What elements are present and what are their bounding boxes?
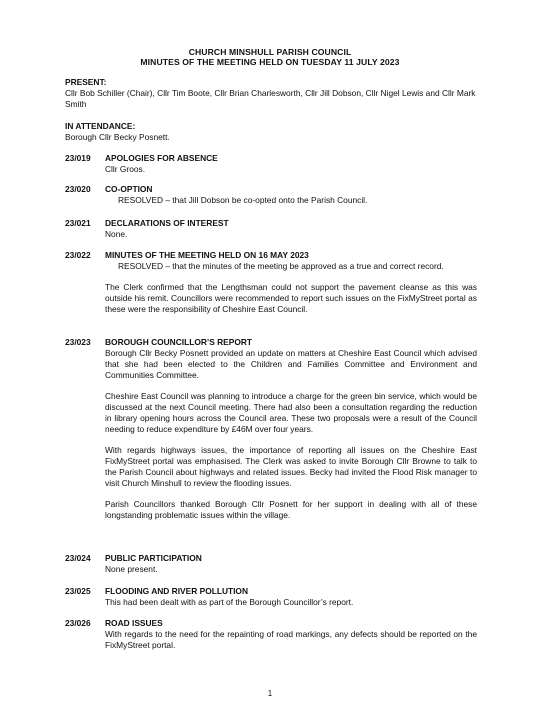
item-minutes [105, 250, 477, 315]
item-text: RESOLVED – that Jill Dobson be co-opted onto the Parish Council. [118, 195, 368, 205]
item-heading: MINUTES OF THE MEETING HELD ON 16 MAY 2023 [105, 250, 309, 260]
item-text: None present. [105, 564, 158, 574]
item-number: 23/026 [65, 618, 91, 628]
item-text: RESOLVED – that the minutes of the meeting be approved as a true and correct record. [118, 261, 444, 271]
item-heading: APOLOGIES FOR ABSENCE [105, 153, 218, 163]
present-heading: PRESENT: [65, 77, 107, 87]
item-heading: FLOODING AND RIVER POLLUTION [105, 586, 248, 596]
attendance-heading: IN ATTENDANCE: [65, 121, 136, 131]
item-declarations [105, 218, 477, 240]
item-text: This had been dealt with as part of the Borough Councillor’s report. [105, 597, 354, 607]
item-paragraph: Parish Councillors thanked Borough Cllr Posnett for her support in dealing with all of these longstanding problematic issues within the village. [105, 499, 477, 520]
item-text: Cllr Groos. [105, 164, 146, 174]
item-paragraph: With regards highways issues, the importance of reporting all issues on the Cheshire East FixMyStreet portal was emphasised. The Clerk was asked to invite Borough Cllr Browne to talk to the Parish Council about highways and related issues. Becky had invited the Flood Risk manager to visit Church Minshull to review the flooding issues. [105, 445, 477, 488]
item-text: With regards to the need for the repainting of road markings, any defects should be reported on the FixMyStreet portal. [105, 629, 477, 650]
item-heading: BOROUGH COUNCILLOR’S REPORT [105, 337, 253, 347]
item-heading: ROAD ISSUES [105, 618, 163, 628]
item-text: Borough Cllr Becky Posnett provided an update on matters at Cheshire East Council which advised that she had been elected to the Children and Families Committee and Environment and Communities Committee. [105, 348, 477, 380]
item-text: None. [105, 229, 128, 239]
item-paragraph: The Clerk confirmed that the Lengthsman could not support the pavement cleanse as this was outside his remit. Councillors were recommended to report such issues on the FixMyStreet portal as these were the responsibility of Cheshire East Council. [105, 282, 477, 314]
present-section [65, 77, 480, 110]
item-public-participation [105, 553, 477, 575]
item-number: 23/025 [65, 586, 91, 596]
item-number: 23/023 [65, 337, 91, 347]
present-text: Cllr Bob Schiller (Chair), Cllr Tim Boote, Cllr Brian Charlesworth, Cllr Jill Dobson, Cllr Nigel Lewis and Cllr Mark Smith [65, 88, 476, 109]
item-heading: CO-OPTION [105, 184, 153, 194]
item-apologies [105, 153, 477, 175]
item-flooding [105, 586, 477, 608]
document-title: CHURCH MINSHULL PARISH COUNCIL [188, 47, 352, 57]
item-co-option [105, 184, 477, 206]
item-heading: DECLARATIONS OF INTEREST [105, 218, 229, 228]
item-heading: PUBLIC PARTICIPATION [105, 553, 202, 563]
item-number: 23/019 [65, 153, 91, 163]
item-number: 23/024 [65, 553, 91, 563]
item-road-issues [105, 618, 477, 651]
attendance-section [65, 121, 480, 143]
page-number: 1 [267, 689, 273, 698]
item-number: 23/020 [65, 184, 91, 194]
attendance-text: Borough Cllr Becky Posnett. [65, 132, 170, 142]
item-paragraph: Cheshire East Council was planning to introduce a charge for the green bin service, which would be discussed at the next Council meeting. There had also been a consultation regarding the reduction in library opening hours across the Council area. These two proposals were a result of the Council needing to reduce expenditure by £46M over four years. [105, 391, 477, 434]
item-borough-report [105, 337, 477, 521]
item-number: 23/021 [65, 218, 91, 228]
document-subtitle: MINUTES OF THE MEETING HELD ON TUESDAY 11 JULY 2023 [140, 57, 400, 67]
item-number: 23/022 [65, 250, 91, 260]
